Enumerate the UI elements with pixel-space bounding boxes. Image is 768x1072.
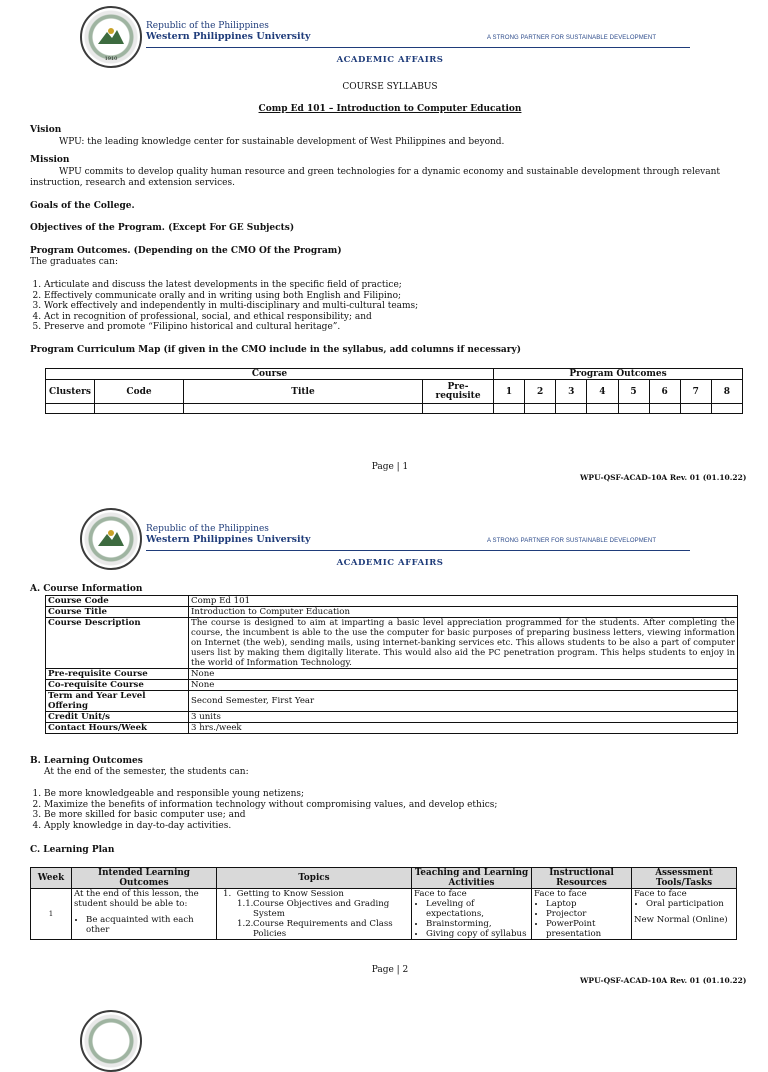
course-info-table	[45, 595, 738, 734]
list-item: 3. Be more skilled for basic computer use; and	[44, 810, 744, 821]
list-item: • Be acquainted with each other	[86, 915, 214, 935]
doc-code-1: WPU-QSF-ACAD-10A Rev. 01 (01.10.22)	[580, 473, 747, 482]
ass-list	[634, 899, 734, 909]
list-item: 3. Work effectively and independently in multi-disciplinary and multi-cultural teams;	[44, 301, 744, 312]
lp-topics	[217, 889, 412, 940]
table-row	[46, 723, 738, 734]
lp-col-topics: Topics	[217, 868, 412, 889]
page-number-2: Page | 2	[371, 965, 409, 975]
lp-col-assessment: Assessment Tools/Tasks	[632, 868, 737, 889]
topic-sub	[219, 919, 409, 939]
lp-col-tla: Teaching and Learning Activities	[412, 868, 532, 889]
info-value: None	[189, 680, 738, 691]
header-republic: Republic of the Philippines	[146, 524, 269, 534]
table-row	[46, 669, 738, 680]
office-title: ACADEMIC AFFAIRS	[336, 558, 444, 568]
seal-mountain-icon	[98, 26, 124, 46]
outcomes-label: Program Outcomes. (Depending on the CMO Of the Program)	[30, 246, 342, 256]
ass-extra: New Normal (Online)	[634, 915, 728, 925]
lp-col-ilo: Intended Learning Outcomes	[72, 868, 217, 889]
curriculum-map-label: Program Curriculum Map (if given in the CMO include in the syllabus, add columns if necessary)	[30, 345, 521, 355]
info-key: Course Description	[46, 618, 189, 669]
header-tagline: A STRONG PARTNER FOR SUSTAINABLE DEVELOPMENT	[487, 35, 657, 41]
info-value: None	[189, 669, 738, 680]
res-list	[534, 899, 629, 939]
info-key: Co-requisite Course	[46, 680, 189, 691]
map-col-num: 2	[525, 380, 556, 404]
lp-resources	[532, 889, 632, 940]
graduates-intro: The graduates can:	[30, 257, 118, 267]
info-value: 3 hrs./week	[189, 723, 738, 734]
res-intro: Face to face	[534, 889, 587, 899]
map-col-prereq: Pre-requisite	[423, 380, 494, 404]
topic-sub	[219, 899, 409, 919]
list-item: • Brainstorming,	[426, 919, 529, 929]
goals-label: Goals of the College.	[30, 201, 135, 211]
info-value: 3 units	[189, 712, 738, 723]
topic-sub-label: Course Objectives and Grading System	[253, 899, 390, 919]
header-rule	[146, 550, 690, 551]
topic-sub-number: 1.1.	[237, 899, 254, 909]
topic-main-label: Getting to Know Session	[236, 889, 344, 899]
lo-intro: At the end of the semester, the students can:	[44, 767, 249, 777]
info-value: Comp Ed 101	[189, 596, 738, 607]
map-col-num: 1	[494, 380, 525, 404]
topic-sub-label: Course Requirements and Class Policies	[253, 919, 393, 939]
map-col-clusters: Clusters	[46, 380, 95, 404]
lp-week: 1	[31, 889, 72, 940]
header-university: Western Philippines University	[146, 31, 311, 42]
header-republic: Republic of the Philippines	[146, 21, 269, 31]
list-item: • Projector	[546, 909, 629, 919]
table-row	[46, 680, 738, 691]
topic-main	[219, 889, 409, 899]
map-col-title: Title	[184, 380, 423, 404]
learning-plan-table	[30, 867, 737, 940]
list-item: 4. Act in recognition of professional, social, and ethical responsibility; and	[44, 312, 744, 323]
map-outcomes-header: Program Outcomes	[494, 369, 743, 380]
lp-col-resources: Instructional Resources	[532, 868, 632, 889]
lp-assessment	[632, 889, 737, 940]
info-value: The course is designed to aim at imparting a basic level appreciation programmed for the students. After completing the course, the incumbent is able to the use the computer for basic purposes of preparing business letters, viewing information on Internet (the web), sending mails, using internet-banking services etc. This allows students to be also a part of computer users list by making them digitally literate. This would also aid the PC penetration program. This helps students to enjoy in the world of Information Technology.	[189, 618, 738, 669]
university-seal	[80, 1010, 142, 1072]
header-tagline: A STRONG PARTNER FOR SUSTAINABLE DEVELOPMENT	[487, 538, 657, 544]
map-col-num: 6	[649, 380, 680, 404]
ilo-intro: At the end of this lesson, the student should be able to:	[74, 889, 199, 909]
section-c-title: C. Learning Plan	[30, 845, 115, 855]
lp-tla	[412, 889, 532, 940]
page-number-1: Page | 1	[371, 462, 409, 472]
learning-outcomes-list	[30, 789, 744, 831]
vision-label: Vision	[30, 125, 62, 135]
map-col-num: 5	[618, 380, 649, 404]
map-col-num: 8	[711, 380, 742, 404]
lp-ilo	[72, 889, 217, 940]
table-row	[46, 596, 738, 607]
list-item: 2. Maximize the benefits of information technology without compromising values, and develop ethics;	[44, 800, 744, 811]
ilo-list	[74, 915, 214, 935]
list-item: 4. Apply knowledge in day-to-day activities.	[44, 821, 744, 832]
doc-type: COURSE SYLLABUS	[342, 82, 438, 92]
list-item: 2. Effectively communicate orally and in writing using both English and Filipino;	[44, 291, 744, 302]
section-a-title: A. Course Information	[30, 584, 143, 594]
map-col-num: 4	[587, 380, 618, 404]
objectives-label: Objectives of the Program. (Except For GE Subjects)	[30, 223, 295, 233]
info-key: Pre-requisite Course	[46, 669, 189, 680]
doc-code-2: WPU-QSF-ACAD-10A Rev. 01 (01.10.22)	[580, 976, 747, 985]
tla-intro: Face to face	[414, 889, 467, 899]
header-rule	[146, 47, 690, 48]
seal-year: 1910	[104, 56, 118, 62]
map-col-num: 3	[556, 380, 587, 404]
list-item: • Leveling of expectations,	[426, 899, 529, 919]
info-key: Term and Year Level Offering	[46, 691, 189, 712]
table-row	[46, 712, 738, 723]
mission-label: Mission	[30, 155, 70, 165]
table-row	[46, 404, 743, 414]
list-item: 1. Articulate and discuss the latest developments in the specific field of practice;	[44, 280, 744, 291]
topic-sub-number: 1.2.	[237, 919, 254, 929]
map-course-header: Course	[46, 369, 494, 380]
program-outcomes-list	[30, 280, 744, 333]
map-col-num: 7	[680, 380, 711, 404]
mission-text: WPU commits to develop quality human resource and green technologies for a dynamic economy and sustainable development through relevant instruction, research and extension services.	[30, 167, 721, 188]
lp-col-week: Week	[31, 868, 72, 889]
info-key: Contact Hours/Week	[46, 723, 189, 734]
list-item: • PowerPoint presentation	[546, 919, 629, 939]
list-item: • Giving copy of syllabus	[426, 929, 529, 939]
info-value: Second Semester, First Year	[189, 691, 738, 712]
section-b-title: B. Learning Outcomes	[30, 756, 143, 766]
info-value: Introduction to Computer Education	[189, 607, 738, 618]
tla-list	[414, 899, 529, 939]
ass-intro: Face to face	[634, 889, 687, 899]
info-key: Course Title	[46, 607, 189, 618]
info-key: Credit Unit/s	[46, 712, 189, 723]
seal-mountain-icon	[98, 528, 124, 548]
list-item: 5. Preserve and promote “Filipino historical and cultural heritage”.	[44, 322, 744, 333]
office-title: ACADEMIC AFFAIRS	[336, 55, 444, 65]
table-row	[31, 889, 737, 940]
list-item: 1. Be more knowledgeable and responsible young netizens;	[44, 789, 744, 800]
course-heading: Comp Ed 101 – Introduction to Computer Education	[258, 104, 522, 114]
header-university: Western Philippines University	[146, 534, 311, 545]
topic-number: 1.	[223, 889, 232, 899]
list-item: • Oral participation	[646, 899, 734, 909]
table-row	[46, 618, 738, 669]
info-key: Course Code	[46, 596, 189, 607]
list-item: • Laptop	[546, 899, 629, 909]
vision-text: WPU: the leading knowledge center for sustainable development of West Philippines and beyond.	[59, 137, 505, 147]
curriculum-map-table	[45, 368, 743, 414]
map-col-code: Code	[95, 380, 184, 404]
table-row	[46, 691, 738, 712]
table-row	[46, 607, 738, 618]
